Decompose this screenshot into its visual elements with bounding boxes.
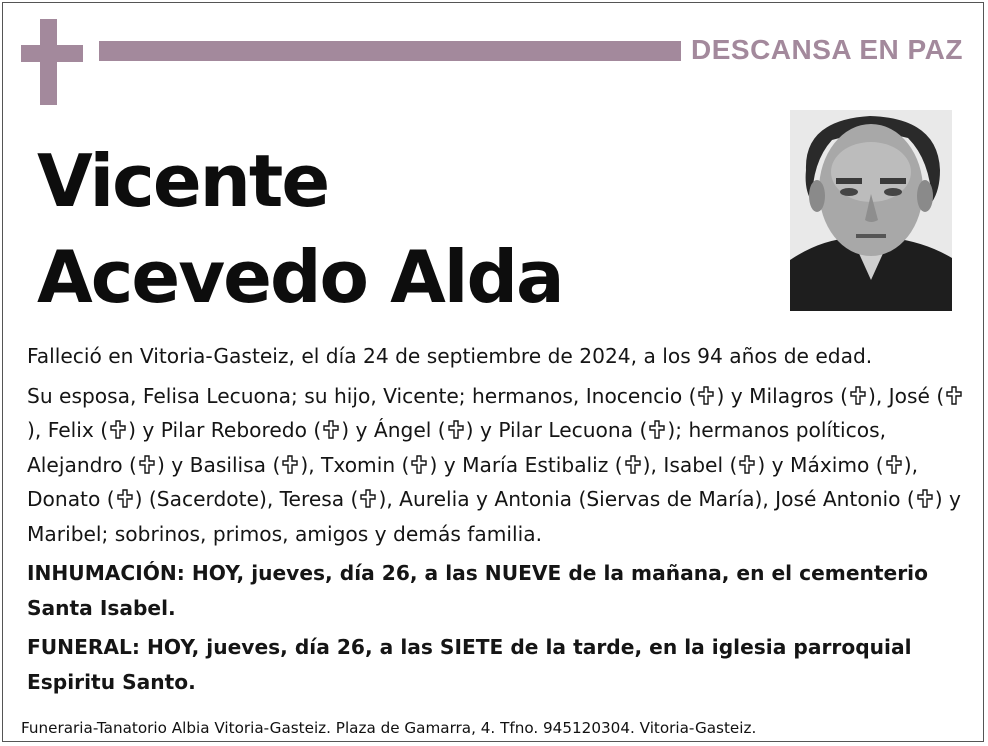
cross-icon: [915, 488, 935, 509]
cross-icon: [358, 488, 378, 509]
family-text: ) y Milagros (: [716, 383, 848, 408]
family-text: ), Donato (: [27, 452, 918, 511]
family-text: ) y Maribel; sobrinos, primos, amigos y demás familia.: [27, 487, 961, 546]
family-text: ), Aurelia y Antonia (Siervas de María), José Antonio (: [378, 487, 915, 511]
family-text: ); hermanos políticos, Alejandro (: [27, 418, 887, 477]
family-text: ) y Basilisa (: [156, 452, 281, 477]
family-text: ), José (: [867, 383, 945, 408]
family-text: ) y María Estibaliz (: [429, 452, 623, 477]
family-text: ), Isabel (: [642, 452, 738, 477]
surname: Acevedo Alda: [37, 235, 563, 319]
burial-info: INHUMACIÓN: HOY, jueves, día 26, a las NUEVE de la mañana, en el cementerio Santa Isabel.: [27, 561, 928, 620]
family-text: Su esposa, Felisa Lecuona; su hijo, Vicente; hermanos, Inocencio (: [27, 383, 697, 408]
family-list: [27, 379, 967, 552]
death-notice: Falleció en Vitoria-Gasteiz, el día 24 de septiembre de 2024, a los 94 años de edad.: [27, 344, 873, 368]
first-name: Vicente: [37, 139, 329, 223]
cross-icon: [40, 19, 57, 105]
cross-icon: [944, 385, 964, 406]
family-text: ), Felix (: [27, 418, 109, 442]
cross-icon: [280, 454, 300, 475]
cross-icon: [137, 454, 157, 475]
obituary-notice: [2, 2, 984, 742]
family-text: ) y Pilar Reboredo (: [128, 418, 322, 442]
cross-icon: [696, 385, 716, 406]
cross-icon: [647, 419, 667, 440]
header-band: [99, 41, 681, 61]
family-text: ) y Ángel (: [341, 418, 446, 442]
cross-icon: [321, 419, 341, 440]
deceased-name: [37, 133, 563, 325]
cross-icon: [108, 419, 128, 440]
family-text: ) y Máximo (: [757, 452, 884, 477]
family-text: ) y Pilar Lecuona (: [465, 418, 648, 442]
notice-body: [27, 339, 967, 704]
cross-icon: [737, 454, 757, 475]
family-text: ), Txomin (: [300, 452, 410, 477]
funeral-info: FUNERAL: HOY, jueves, día 26, a las SIETE de la tarde, en la iglesia parroquial Espiritu Santo.: [27, 635, 912, 694]
cross-icon: [446, 419, 466, 440]
cross-icon: [623, 454, 643, 475]
cross-icon: [848, 385, 868, 406]
cross-icon: [884, 454, 904, 475]
family-text: ) (Sacerdote), Teresa (: [134, 487, 359, 511]
cross-icon: [115, 488, 135, 509]
header-title: DESCANSA EN PAZ: [691, 34, 963, 65]
funeral-home-footer: Funeraria-Tanatorio Albia Vitoria-Gasteiz. Plaza de Gamarra, 4. Tfno. 945120304. Vitoria-Gasteiz.: [21, 719, 757, 737]
cross-icon: [409, 454, 429, 475]
portrait-photo-icon: [790, 110, 952, 311]
cross-icon-bar: [21, 45, 83, 62]
portrait-photo: [790, 110, 952, 311]
